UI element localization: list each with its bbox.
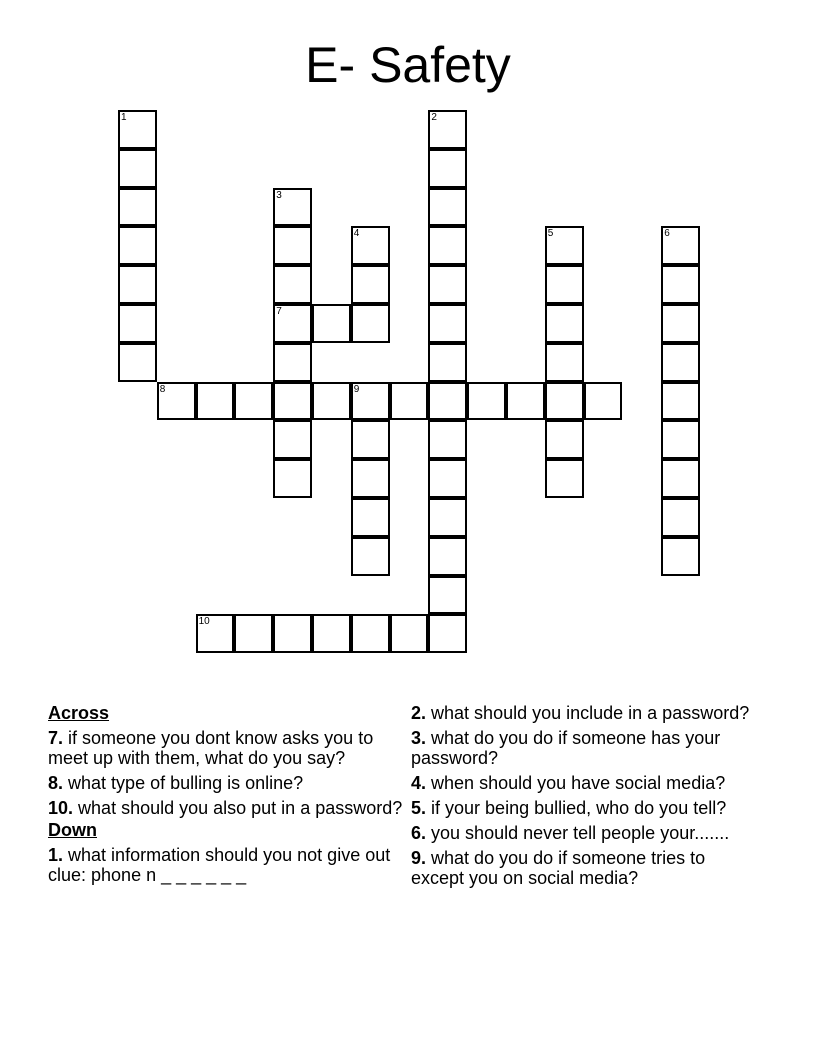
grid-cell[interactable] [428, 188, 467, 227]
across-heading: Across [48, 703, 110, 723]
clue-text: if someone you dont know asks you to meet up with them, what do you say? [48, 728, 374, 768]
grid-cell[interactable] [312, 382, 351, 421]
clue-down-3 [411, 728, 751, 768]
grid-cell[interactable] [428, 149, 467, 188]
clue-number: 3. [411, 728, 427, 748]
grid-cell[interactable] [584, 382, 623, 421]
clue-number: 8. [48, 773, 64, 793]
grid-cell[interactable] [545, 382, 584, 421]
cell-number: 8 [159, 383, 166, 395]
clue-text: what should you include in a password? [431, 703, 750, 723]
grid-cell[interactable] [661, 343, 700, 382]
grid-cell[interactable] [351, 498, 390, 537]
grid-cell[interactable] [312, 614, 351, 653]
grid-cell[interactable] [545, 343, 584, 382]
grid-cell[interactable] [428, 537, 467, 576]
grid-cell[interactable] [118, 110, 157, 149]
cell-number: 6 [664, 228, 670, 240]
cell-number: 7 [276, 306, 282, 317]
grid-cell[interactable] [118, 188, 157, 227]
grid-cell[interactable] [661, 498, 700, 537]
clue-number: 10. [48, 798, 74, 818]
clues-left-column [48, 703, 408, 890]
grid-cell[interactable] [428, 343, 467, 382]
grid-cell[interactable] [428, 614, 467, 653]
grid-cell[interactable] [428, 304, 467, 343]
clue-across-7 [48, 728, 408, 768]
clue-text: you should never tell people your....... [431, 823, 730, 843]
grid-cell[interactable] [273, 265, 312, 304]
clue-down-9 [411, 848, 751, 888]
grid-cell[interactable] [351, 226, 390, 265]
grid-cell[interactable] [196, 382, 235, 421]
grid-cell[interactable] [351, 459, 390, 498]
grid-cell[interactable] [273, 304, 312, 343]
clue-text: what do you do if someone has your password? [411, 728, 721, 768]
clue-text: if your being bullied, who do you tell? [431, 798, 727, 818]
clue-text: what do you do if someone tries to except you on social media? [411, 848, 706, 888]
clue-across-8 [48, 773, 408, 793]
grid-cell[interactable] [273, 382, 312, 421]
grid-cell[interactable] [351, 382, 390, 421]
grid-cell[interactable] [118, 226, 157, 265]
grid-cell[interactable] [273, 459, 312, 498]
grid-cell[interactable] [661, 265, 700, 304]
grid-cell[interactable] [428, 459, 467, 498]
grid-cell[interactable] [234, 614, 273, 653]
grid-cell[interactable] [428, 498, 467, 537]
cell-number: 10 [198, 616, 210, 628]
clue-text: when should you have social media? [431, 773, 726, 793]
grid-cell[interactable] [545, 420, 584, 459]
grid-cell[interactable] [351, 265, 390, 304]
grid-cell[interactable] [545, 459, 584, 498]
cell-number: 4 [353, 228, 360, 240]
grid-cell[interactable] [661, 304, 700, 343]
grid-cell[interactable] [506, 382, 545, 421]
grid-cell[interactable] [273, 420, 312, 459]
clue-across-10 [48, 798, 408, 818]
grid-cell[interactable] [312, 304, 351, 343]
grid-cell[interactable] [273, 614, 312, 653]
grid-cell[interactable] [351, 420, 390, 459]
cell-number: 9 [353, 383, 360, 395]
puzzle-title: E- Safety [305, 37, 511, 93]
clue-down-6 [411, 823, 751, 843]
grid-cell[interactable] [157, 382, 196, 421]
grid-cell[interactable] [545, 226, 584, 265]
clue-number: 5. [411, 798, 427, 818]
grid-cell[interactable] [390, 382, 429, 421]
grid-cell[interactable] [428, 420, 467, 459]
grid-cell[interactable] [428, 576, 467, 615]
grid-cell[interactable] [661, 537, 700, 576]
cell-number: 3 [276, 189, 282, 201]
clue-number: 9. [411, 848, 427, 868]
down-heading: Down [48, 820, 97, 840]
clue-number: 7. [48, 728, 64, 748]
grid-cell[interactable] [661, 226, 700, 265]
clue-down-4 [411, 773, 751, 793]
clue-down-1 [48, 845, 408, 885]
grid-cell[interactable] [467, 382, 506, 421]
grid-cell[interactable] [273, 343, 312, 382]
clue-text: what type of bulling is online? [68, 773, 304, 793]
grid-cell[interactable] [118, 149, 157, 188]
grid-cell[interactable] [234, 382, 273, 421]
grid-cell[interactable] [545, 265, 584, 304]
grid-cell[interactable] [428, 265, 467, 304]
clue-number: 6. [411, 823, 427, 843]
grid-cell[interactable] [661, 459, 700, 498]
grid-cell[interactable] [661, 420, 700, 459]
grid-cell[interactable] [351, 537, 390, 576]
grid-cell[interactable] [428, 382, 467, 421]
clue-number: 1. [48, 845, 64, 865]
grid-cell[interactable] [661, 382, 700, 421]
cell-number: 2 [431, 112, 437, 123]
grid-cell[interactable] [351, 614, 390, 653]
grid-cell[interactable] [545, 304, 584, 343]
grid-cell[interactable] [118, 343, 157, 382]
grid-cell[interactable] [273, 226, 312, 265]
clue-text: what should you also put in a password? [78, 798, 403, 818]
clue-number: 4. [411, 773, 427, 793]
clue-down-2 [411, 703, 751, 723]
clue-number: 2. [411, 703, 427, 723]
clue-down-5 [411, 798, 751, 818]
clues-right-column [411, 703, 751, 893]
grid-cell[interactable] [118, 304, 157, 343]
grid-cell[interactable] [273, 188, 312, 227]
cell-number: 5 [547, 228, 554, 240]
grid-cell[interactable] [390, 614, 429, 653]
clue-text: what information should you not give out clue: phone n _ _ _ _ _ _ [48, 845, 391, 885]
grid-cell[interactable] [351, 304, 390, 343]
grid-cell[interactable] [118, 265, 157, 304]
grid-cell[interactable] [428, 226, 467, 265]
cell-number: 1 [121, 112, 127, 123]
grid-cell[interactable] [196, 614, 235, 653]
grid-cell[interactable] [428, 110, 467, 149]
